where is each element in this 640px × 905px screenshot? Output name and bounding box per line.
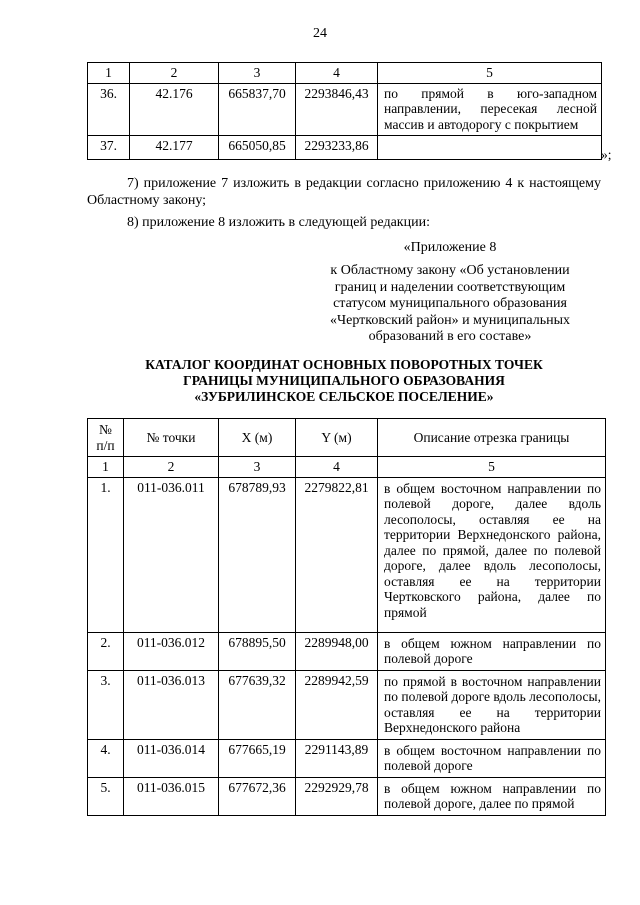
x-coordinate: 678895,50 xyxy=(219,632,296,670)
y-coordinate: 2291143,89 xyxy=(296,739,378,777)
header-num-sign: № xyxy=(99,422,112,437)
x-coordinate: 678789,93 xyxy=(219,477,296,632)
col-number-3: 3 xyxy=(219,63,296,84)
header-x: X (м) xyxy=(219,419,296,457)
table-row xyxy=(88,136,602,160)
header-description: Описание отрезка границы xyxy=(378,419,606,457)
closing-quote-mark: »; xyxy=(601,147,612,162)
point-id: 42.176 xyxy=(130,83,219,136)
row-number: 1. xyxy=(88,477,124,632)
y-coordinate: 2289948,00 xyxy=(296,632,378,670)
paragraph-8-text: 8) приложение 8 изложить в следующей редакции: xyxy=(127,215,430,230)
col-number-2: 2 xyxy=(130,63,219,84)
appendix-line: границ и наделении соответствующим xyxy=(334,279,566,295)
appendix-line: к Областному закону «Об установлении xyxy=(330,263,570,278)
paragraph-7-text: 7) приложение 7 изложить в редакции согласно приложению 4 к настоящему Областному закону; xyxy=(87,176,601,208)
catalog-title-line: КАТАЛОГ КООРДИНАТ ОСНОВНЫХ ПОВОРОТНЫХ ТОЧЕК xyxy=(145,357,543,372)
y-coordinate: 2293846,43 xyxy=(296,83,378,136)
header-y: Y (м) xyxy=(296,419,378,457)
continued-coordinates-table xyxy=(87,62,602,160)
segment-description xyxy=(378,136,602,160)
appendix-line: статусом муниципального образования xyxy=(333,296,567,311)
col-number-5: 5 xyxy=(378,63,602,84)
table-row xyxy=(88,477,606,632)
x-coordinate: 677665,19 xyxy=(219,739,296,777)
y-coordinate: 2289942,59 xyxy=(296,670,378,739)
header-point: № точки xyxy=(124,419,219,457)
segment-description: в общем южном направлении по полевой дороге, далее по прямой xyxy=(378,777,606,815)
row-number: 37. xyxy=(88,136,130,160)
page-number: 24 xyxy=(313,26,327,41)
y-coordinate: 2292929,78 xyxy=(296,777,378,815)
x-coordinate: 665050,85 xyxy=(219,136,296,160)
y-coordinate: 2279822,81 xyxy=(296,477,378,632)
segment-description: в общем восточном направлении по полевой дороге, далее вдоль лесополосы, оставляя ее на территории Верхнедонского района, далее по прямой, далее по полевой дороге, далее вдоль лесополосы, оставляя ее на территории Чертковского района, далее по прямой xyxy=(378,477,606,632)
col-number-4: 4 xyxy=(296,63,378,84)
appendix-line: образований в его составе» xyxy=(368,329,532,344)
paragraph-7 xyxy=(87,175,601,209)
table-header-row xyxy=(88,419,606,457)
col-number-5: 5 xyxy=(378,457,606,478)
paragraph-8 xyxy=(87,214,601,231)
header-row-number xyxy=(88,419,124,457)
point-id: 011-036.012 xyxy=(124,632,219,670)
table-row xyxy=(88,670,606,739)
point-id: 011-036.013 xyxy=(124,670,219,739)
x-coordinate: 665837,70 xyxy=(219,83,296,136)
catalog-title xyxy=(87,357,601,405)
segment-description: по прямой в восточном направлении по полевой дороге вдоль лесополосы, оставляя ее на территории Верхнедонского района xyxy=(378,670,606,739)
appendix-title: «Приложение 8 xyxy=(403,240,497,255)
row-number: 3. xyxy=(88,670,124,739)
catalog-title-line: ГРАНИЦЫ МУНИЦИПАЛЬНОГО ОБРАЗОВАНИЯ xyxy=(183,373,505,388)
row-number: 5. xyxy=(88,777,124,815)
segment-description: по прямой в юго-западном направлении, пересекая лесной массив и автодорогу с покрытием xyxy=(378,83,602,136)
row-number: 2. xyxy=(88,632,124,670)
point-id: 011-036.014 xyxy=(124,739,219,777)
col-number-2: 2 xyxy=(124,457,219,478)
segment-description: в общем южном направлении по полевой дороге xyxy=(378,632,606,670)
point-id: 42.177 xyxy=(130,136,219,160)
y-coordinate: 2293233,86 xyxy=(296,136,378,160)
table-row xyxy=(88,632,606,670)
col-number-1: 1 xyxy=(88,457,124,478)
x-coordinate: 677639,32 xyxy=(219,670,296,739)
row-number: 36. xyxy=(88,83,130,136)
appendix-reference xyxy=(300,263,600,346)
table-row xyxy=(88,739,606,777)
column-number-row xyxy=(88,457,606,478)
appendix-line: «Чертковский район» и муниципальных xyxy=(330,312,570,328)
col-number-4: 4 xyxy=(296,457,378,478)
segment-description: в общем восточном направлении по полевой дороге xyxy=(378,739,606,777)
table-row xyxy=(88,777,606,815)
col-number-1: 1 xyxy=(88,63,130,84)
row-number: 4. xyxy=(88,739,124,777)
table-header-row xyxy=(88,63,602,84)
table-row xyxy=(88,83,602,136)
catalog-coordinates-table xyxy=(87,418,606,816)
header-pp: п/п xyxy=(96,437,115,453)
col-number-3: 3 xyxy=(219,457,296,478)
point-id: 011-036.015 xyxy=(124,777,219,815)
x-coordinate: 677672,36 xyxy=(219,777,296,815)
point-id: 011-036.011 xyxy=(124,477,219,632)
catalog-title-line: «ЗУБРИЛИНСКОЕ СЕЛЬСКОЕ ПОСЕЛЕНИЕ» xyxy=(194,389,494,404)
